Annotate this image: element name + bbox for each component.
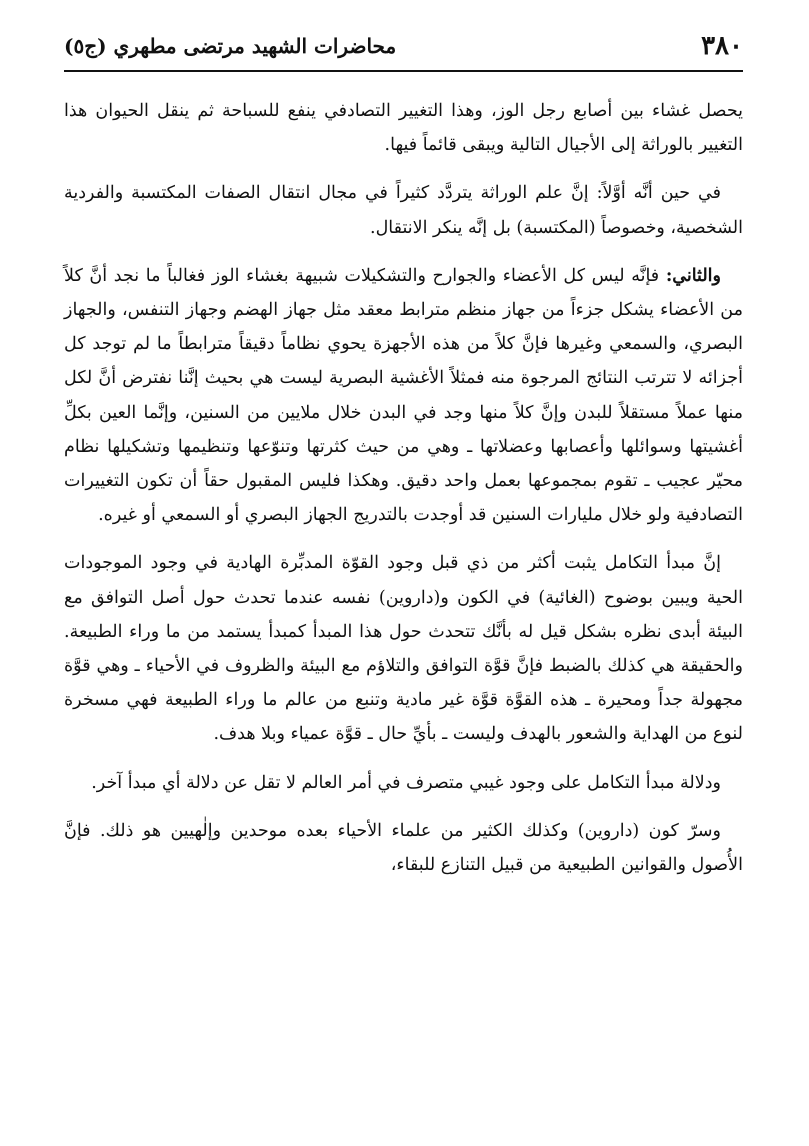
paragraph-2 <box>64 176 743 244</box>
running-title: محاضرات الشهيد مرتضى مطهري (ج٥) <box>64 34 397 58</box>
paragraph-6 <box>64 814 743 882</box>
paragraph-1-text: يحصل غشاء بين أصابع رجل الوز، وهذا التغيير التصادفي ينفع للسباحة ثم ينقل الحيوان هذا التغيير بالوراثة إلى الأجيال التالية ويبقى قائماً فيها. <box>64 101 743 156</box>
paragraph-3-text: فإنَّه ليس كل الأعضاء والجوارح والتشكيلات شبيهة بغشاء الوز فغالباً ما نجد أنَّ كلاً من الأعضاء يشكل جزءاً من جهاز منظم مترابط معقد مثل جهاز الهضم وجهاز التنفس، والجهاز البصري، والسمعي وغيرها فإنَّ كلاً من هذه الأجهزة يحوي نظاماً دقيقاً مترابطاً ما لم توجد كل أجزائه لا تترتب النتائج المرجوة منه فمثلاً الأغشية البصرية ليست هي بحيث إنَّنا نفترض أنَّ لكل منها عملاً مستقلاً للبدن وإنَّ كلاً منها وجد في البدن خلال ملايين من السنين، وإنَّما العين بكلِّ أغشيتها وسوائلها وأعصابها وعضلاتها ـ وهي من حيث كثرتها وتنوّعها وتنظيمها وتشكيلها نظام محيّر عجيب ـ تقوم بمجموعها بعمل واحد دقيق. وهكذا فليس المقبول حقاً أن تكون التغييرات التصادفية ولو خلال مليارات السنين قد أوجدت بالتدريج الجهاز البصري أو السمعي أو غيره. <box>64 265 743 526</box>
paragraph-6-text: وسرّ كون (داروين) وكذلك الكثير من علماء الأحياء بعده موحدين وإلٰهيين هو ذلك. فإنَّ الأُصول والقوانين الطبيعية من قبيل التنازع للبقاء، <box>64 820 743 876</box>
header-divider <box>64 70 743 72</box>
page-header <box>64 24 743 68</box>
book-page <box>64 0 743 1146</box>
body-text <box>64 94 743 896</box>
paragraph-3-lead: والثاني: <box>665 265 721 286</box>
paragraph-2-text: في حين أنَّه أوَّلاً: إنَّ علم الوراثة يتردَّد كثيراً في مجال انتقال الصفات المكتسبة والفردية الشخصية، وخصوصاً (المكتسبة) بل إنَّه ينكر الانتقال. <box>64 183 743 238</box>
page-number: ٣٨٠ <box>701 31 743 61</box>
paragraph-5-text: ودلالة مبدأ التكامل على وجود غيبي متصرف في أمر العالم لا تقل عن دلالة أي مبدأ آخر. <box>91 772 721 793</box>
paragraph-4-text: إنَّ مبدأ التكامل يثبت أكثر من ذي قبل وجود القوّة المدبِّرة الهادية في وجود الموجودات الحية ويبين بوضوح (الغائية) في الكون و(داروين) نفسه عندما تحدث حول أصل التوافق مع البيئة أبدى نظره بشكل قيل له بأنَّك تتحدث حول هذا المبدأ كمبدأ يستمد من ما وراء الطبيعة. والحقيقة هي كذلك بالضبط فإنَّ قوَّة التوافق والتلاؤم مع البيئة والظروف في الأحياء ـ وهي قوَّة مجهولة جداً ومحيرة ـ هذه القوَّة قوَّة غير مادية وتنبع من عالم ما وراء الطبيعة فهي مسخرة لنوع من الهداية والشعور بالهدف وليست ـ بأيِّ حال ـ قوَّة عمياء وبلا هدف. <box>64 553 743 745</box>
paragraph-1 <box>64 94 743 162</box>
paragraph-3 <box>64 259 743 533</box>
paragraph-5 <box>64 766 743 800</box>
paragraph-4 <box>64 546 743 751</box>
